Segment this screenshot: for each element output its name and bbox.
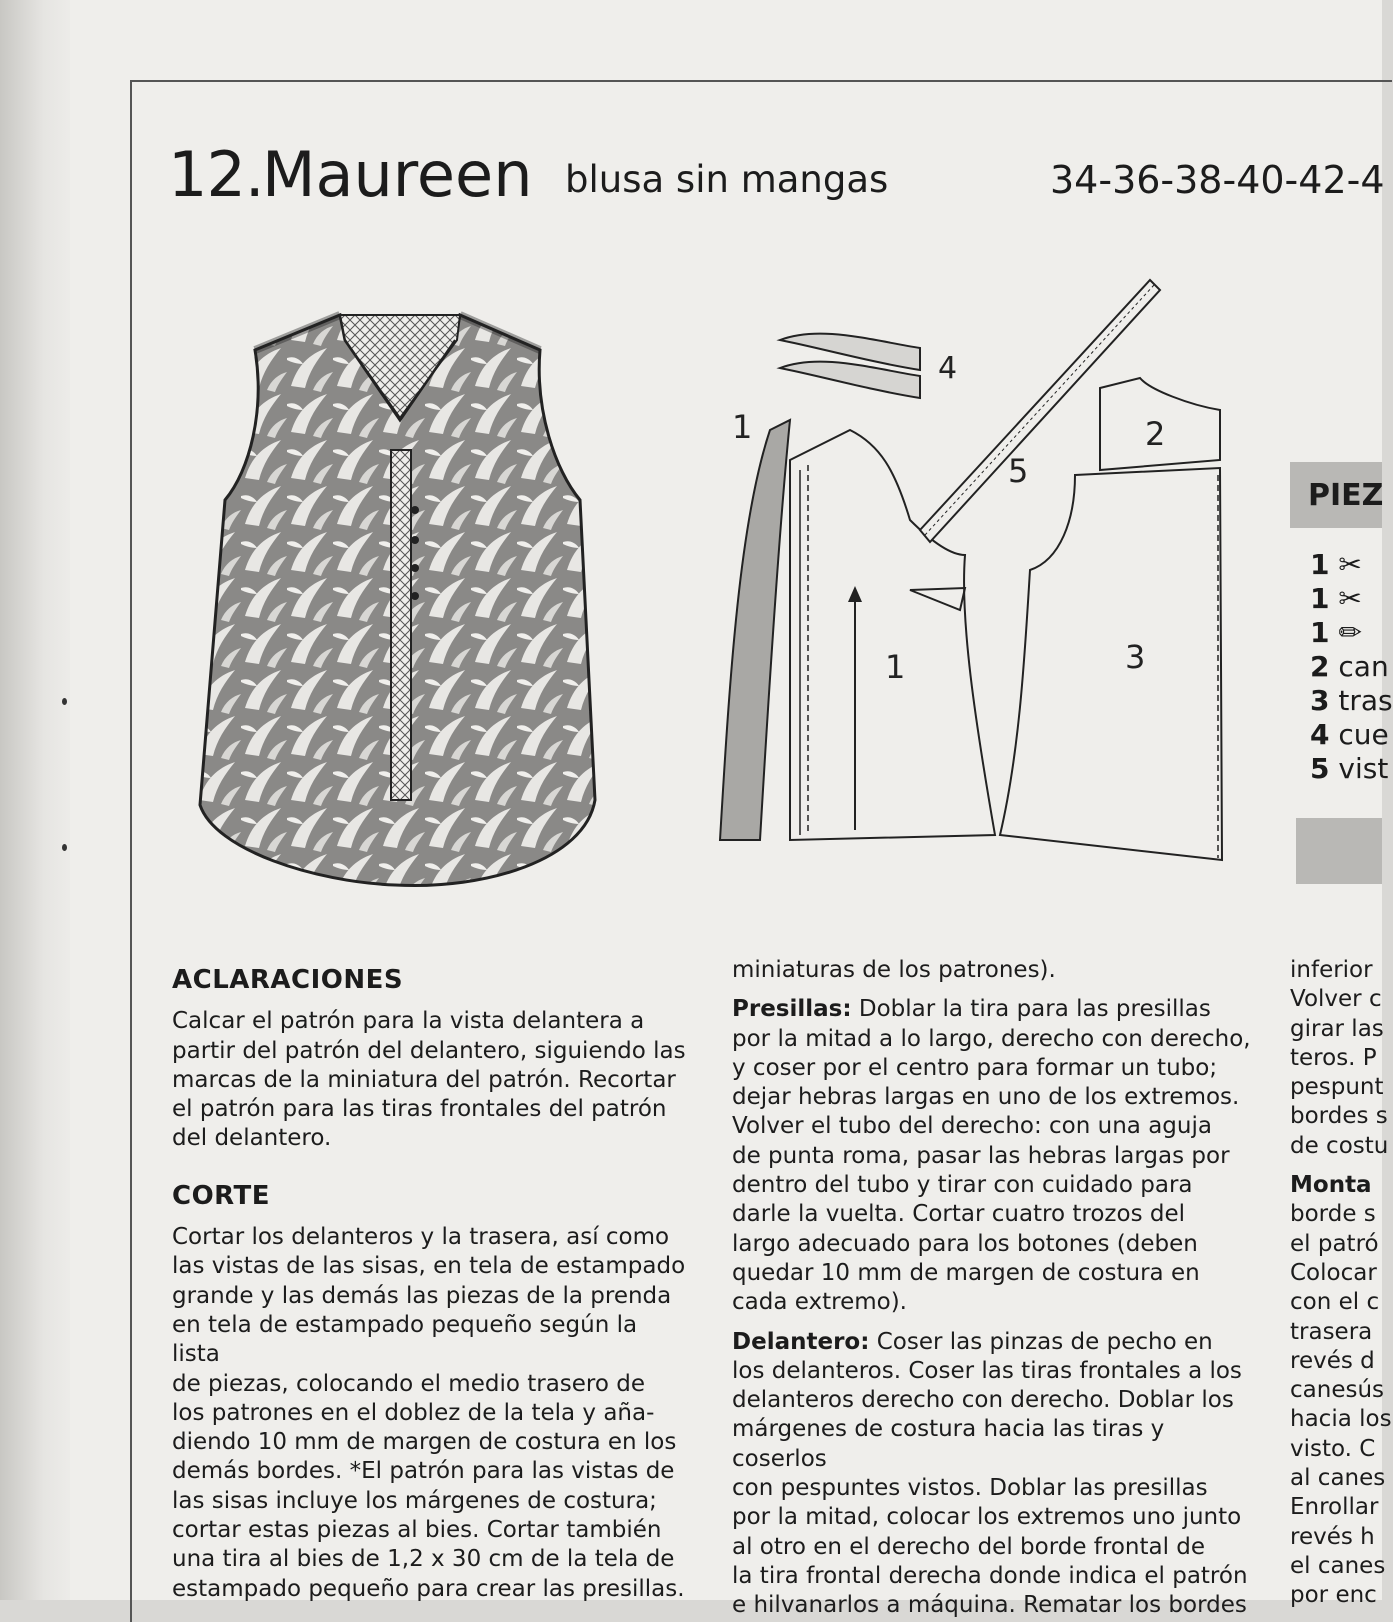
- intro-text: miniaturas de los patrones).: [732, 957, 1056, 983]
- scissors-icon: ✂: [1338, 548, 1362, 581]
- diagram-label: 2: [1145, 415, 1166, 453]
- delantero-text: Delantero: Coser las pinzas de pecho en los delanteros. Coser las tiras frontales a los delanteros derecho con derecho. Doblar los márgenes de costura hacia las tiras y coserlos con pespuntes vistos. Doblar las presillas por la mitad, colocar los extremos uno junto al otro en el derecho del borde frontal de la tira frontal derecha donde indica el patrón e hilvanarlos a máquina. Rematar los bordes: [732, 1328, 1248, 1619]
- pieces-row: 4 cue: [1310, 718, 1389, 751]
- diagram-label: 5: [1008, 452, 1029, 490]
- col-2: [732, 956, 1252, 1621]
- binding-hole: [62, 844, 67, 851]
- montaje-label: Monta: [1290, 1172, 1372, 1199]
- pieces-row: 1 ✂: [1310, 582, 1362, 615]
- pieces-heading: PIEZ: [1290, 462, 1382, 528]
- pattern-title: Maureen: [262, 138, 533, 211]
- presillas-text: Presillas: Doblar la tira para las presillas por la mitad a lo largo, derecho con derecho, y coser por el centro para formar un tubo; dejar hebras largas en uno de los extremos. Volver el tubo del derecho: con una aguja de punta roma, pasar las hebras largas por dentro del tubo y tirar con cuidado para darle la vuelta. Cortar cuatro trozos del largo adecuado para los botones (deben quedar 10 mm de margen de costura en cada extremo).: [732, 996, 1251, 1316]
- size-range: 34-36-38-40-42-4: [1050, 158, 1385, 202]
- diagram-label: 1: [885, 648, 906, 686]
- scissors-icon: ✂: [1338, 582, 1362, 615]
- binding-hole: [62, 698, 67, 705]
- corte-text: Cortar los delanteros y la trasera, así como las vistas de las sisas, en tela de estampado grande y las demás las piezas de la prenda en tela de estampado pequeño según la lista de piezas, colocando el medio trasero de los patrones en el doblez de la tela y aña- diendo 10 mm de margen de costura en los demás bordes. *El patrón para las vistas de las sisas incluye los márgenes de costura; cortar estas piezas al bies. Cortar también una tira al bies de 1,2 x 30 cm de la tela de estampado pequeño para crear las presillas.: [172, 1224, 686, 1602]
- pieces-row: 5 vist: [1310, 752, 1389, 785]
- book-gutter: [0, 0, 80, 1600]
- pieces-row: 3 tras: [1310, 684, 1393, 717]
- section-heading: ACLARACIONES: [172, 965, 404, 995]
- pattern-subtitle: blusa sin mangas: [565, 158, 889, 201]
- delantero-label: Delantero:: [732, 1328, 870, 1355]
- pattern-number: 12.: [168, 138, 264, 211]
- blouse-illustration: [195, 300, 635, 900]
- aclaraciones-text: Calcar el patrón para la vista delantera a partir del patrón del delantero, siguiendo las marcas de la miniatura del patrón. Recortar el patrón para las tiras frontales del patrón del delantero.: [172, 1008, 686, 1152]
- col-3: inferior Volver c girar las teros. P pespunt bordes s de costu Monta borde s el patró Colocar con el c trasera revés d canesús hacia los visto. C al canes Enrollar revés h el canes por enc: [1290, 957, 1392, 1609]
- pattern-pieces-diagram: [720, 270, 1240, 890]
- pieces-row: 1 ✂: [1310, 548, 1362, 581]
- col-1: [172, 966, 692, 1604]
- diagram-label: 1: [732, 408, 753, 446]
- gray-panel: [1296, 818, 1382, 884]
- diagram-label: 4: [938, 351, 958, 386]
- pieces-row: 1 ✏: [1310, 616, 1362, 649]
- diagram-label: 3: [1125, 638, 1146, 676]
- pencil-icon: ✏: [1338, 616, 1362, 649]
- section-heading: CORTE: [172, 1180, 271, 1211]
- presillas-label: Presillas:: [732, 996, 852, 1023]
- pieces-row: 2 can: [1310, 650, 1389, 683]
